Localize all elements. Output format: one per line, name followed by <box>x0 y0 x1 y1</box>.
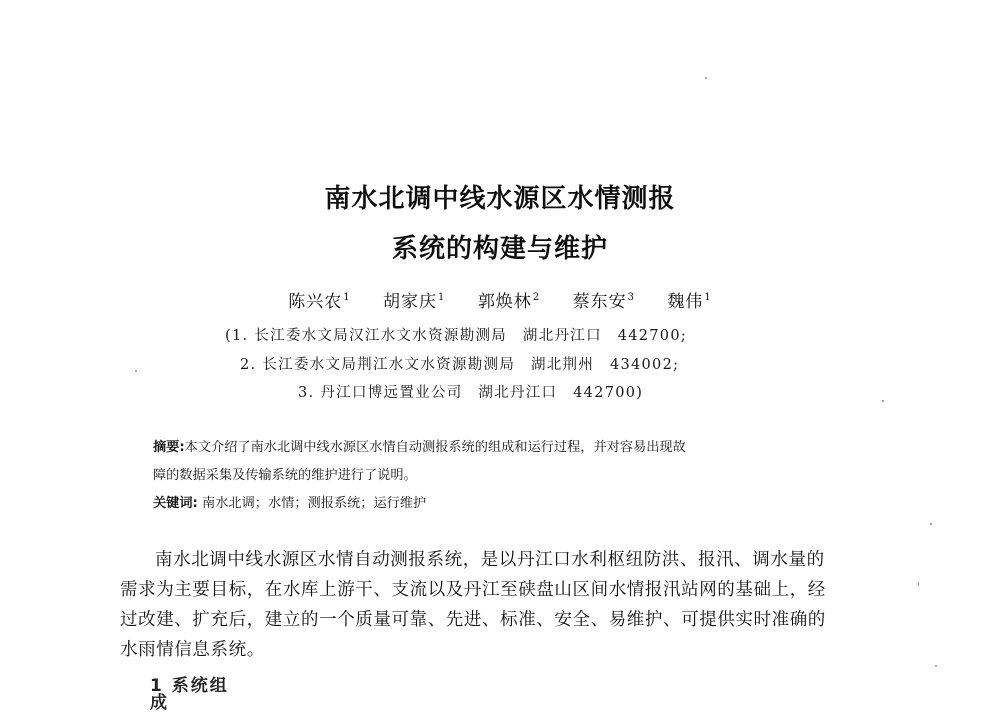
affiliation-1: (1. 长江委水文局汉江水文水资源勘测局 湖北丹江口 442700; <box>225 328 688 344</box>
body-paragraph-line-1: 南水北调中线水源区水情自动测报系统，是以丹江口水利枢纽防洪、报汛、调水量的 <box>155 550 825 570</box>
author-name: 郭焕林 <box>477 292 532 312</box>
author-affiliation-mark: 2 <box>532 292 541 304</box>
abstract-text-1: 本文介绍了南水北调中线水源区水情自动测报系统的组成和运行过程，并对容易出现故 <box>184 440 686 455</box>
author-list <box>0 287 1000 312</box>
abstract-line-2 <box>153 464 888 483</box>
author-name: 蔡东安 <box>572 292 627 312</box>
author-name: 陈兴农 <box>288 292 343 312</box>
body-paragraph-line-2: 需求为主要目标，在水库上游干、支流以及丹江至硖盘山区间水情报汛站网的基础上，经 <box>120 580 826 600</box>
author-affiliation-mark: 1 <box>704 292 712 304</box>
paper-title-line-1: 南水北调中线水源区水情测报 <box>324 184 676 214</box>
scan-speck <box>135 370 137 372</box>
author-name: 魏伟 <box>667 292 704 312</box>
author <box>478 292 540 312</box>
keywords-text: 南水北调；水情；测报系统；运行维护 <box>202 496 427 511</box>
author <box>573 292 635 312</box>
section-heading-cutoff <box>150 672 234 713</box>
section-heading-text: 1 系统组成 <box>150 676 229 713</box>
scan-speck <box>918 582 919 586</box>
body-paragraph-line-4: 水雨情信息系统。 <box>120 640 265 660</box>
body-paragraph-line-3: 过改建、扩充后，建立的一个质量可靠、先进、标准、安全、易维护、可提供实时准确的 <box>120 610 826 630</box>
abstract-line-1 <box>153 436 888 455</box>
abstract-label: 摘要: <box>153 440 185 455</box>
abstract-text-2: 障的数据采集及传输系统的维护进行了说明。 <box>153 468 417 483</box>
paper-title-line-2: 系统的构建与维护 <box>391 234 608 264</box>
keywords-label: 关键词: <box>153 496 198 511</box>
author-affiliation-mark: 1 <box>343 292 351 304</box>
scan-speck <box>935 665 937 667</box>
keywords-line <box>153 492 888 511</box>
author-affiliation-mark: 3 <box>627 292 635 304</box>
affiliation-3: 3. 丹江口博远置业公司 湖北丹江口 442700) <box>298 385 644 401</box>
author <box>383 292 445 312</box>
author-name: 胡家庆 <box>383 292 438 312</box>
scan-speck <box>882 400 884 402</box>
scan-speck <box>930 523 932 525</box>
author <box>288 292 350 312</box>
scan-speck <box>705 77 707 79</box>
author <box>667 292 711 312</box>
affiliation-2: 2. 长江委水文局荆江水文水资源勘测局 湖北荆州 434002; <box>240 357 680 373</box>
author-affiliation-mark: 1 <box>438 292 446 304</box>
